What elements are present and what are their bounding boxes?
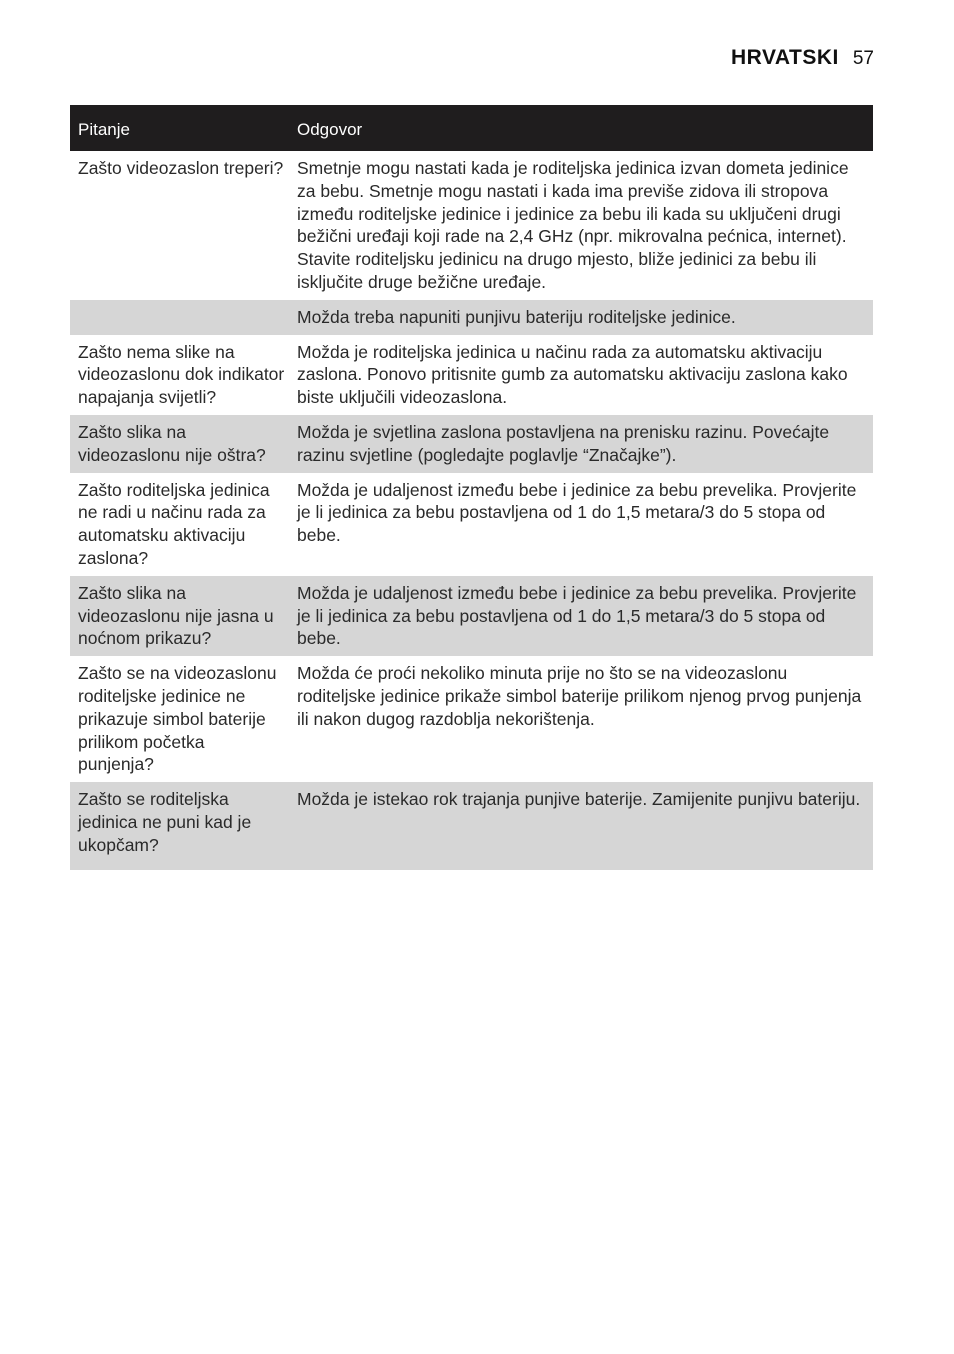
question-cell bbox=[70, 300, 289, 335]
table-row bbox=[70, 656, 873, 782]
answer-cell: Možda će proći nekoliko minuta prije no što se na videozaslonu roditeljske jedinice prikaže simbol baterije prilikom njenog prvog punjenja ili nakon dugog razdoblja nekorištenja. bbox=[297, 663, 862, 729]
answer-cell: Možda treba napuniti punjivu bateriju roditeljske jedinice. bbox=[289, 300, 873, 335]
question-cell: Zašto nema slike na videozaslonu dok indikator napajanja svijetli? bbox=[78, 341, 285, 408]
question-cell: Zašto se na videozaslonu roditeljske jedinice ne prikazuje simbol baterije prilikom početka punjenja? bbox=[78, 663, 277, 775]
table-row bbox=[70, 473, 873, 576]
question-cell: Zašto slika na videozaslonu nije jasna u noćnom prikazu? bbox=[70, 576, 289, 656]
answer-cell: Možda je udaljenost između bebe i jedinice za bebu prevelika. Provjerite je li jedinica za bebu postavljena od 1 do 1,5 metara/3 do 5 stopa od bebe. bbox=[289, 576, 873, 656]
table-row bbox=[70, 335, 873, 415]
question-cell: Zašto videozaslon treperi? bbox=[78, 158, 284, 178]
answer-cell: Možda je svjetlina zaslona postavljena na prenisku razinu. Povećajte razinu svjetline (pogledajte poglavlje “Značajke”). bbox=[289, 415, 873, 473]
table-row bbox=[70, 151, 873, 300]
column-header-answer: Odgovor bbox=[289, 105, 873, 151]
table-header-row bbox=[70, 105, 873, 151]
troubleshooting-table bbox=[70, 105, 873, 870]
table-row bbox=[70, 782, 873, 869]
page-header bbox=[731, 46, 874, 70]
column-header-question: Pitanje bbox=[70, 105, 289, 151]
table-row bbox=[70, 415, 873, 473]
answer-cell: Možda je udaljenost između bebe i jedinice za bebu prevelika. Provjerite je li jedinica za bebu postavljena od 1 do 1,5 metara/3 do 5 stopa od bebe. bbox=[297, 479, 857, 546]
table-row bbox=[70, 576, 873, 656]
page-number: 57 bbox=[852, 48, 874, 69]
answer-cell: Možda je roditeljska jedinica u načinu rada za automatsku aktivaciju zaslona. Ponovo pritisnite gumb za automatsku aktivaciju zaslona kako biste uključili videozaslona. bbox=[297, 341, 848, 408]
answer-cell: Smetnje mogu nastati kada je roditeljska jedinica izvan dometa jedinice za bebu. Smetnje mogu nastati i kada ima previše zidova ili stropova između roditeljske jedinice i jedinice za bebu ili kada su uključeni drugi bežični uređaji koji rade na 2,4 GHz (npr. mikrovalna pećnica, internet). Stavite roditeljsku jedinicu na drugo mjesto, bliže jedinici za bebu ili isključite druge bežične uređaje. bbox=[297, 158, 849, 292]
question-cell: Zašto slika na videozaslonu nije oštra? bbox=[70, 415, 289, 473]
table-row bbox=[70, 300, 873, 335]
question-cell: Zašto se roditeljska jedinica ne puni kad je ukopčam? bbox=[70, 782, 289, 869]
answer-cell: Možda je istekao rok trajanja punjive baterije. Zamijenite punjivu bateriju. bbox=[289, 782, 873, 869]
question-cell: Zašto roditeljska jedinica ne radi u načinu rada za automatsku aktivaciju zaslona? bbox=[78, 479, 270, 568]
section-title: HRVATSKI bbox=[731, 46, 839, 69]
